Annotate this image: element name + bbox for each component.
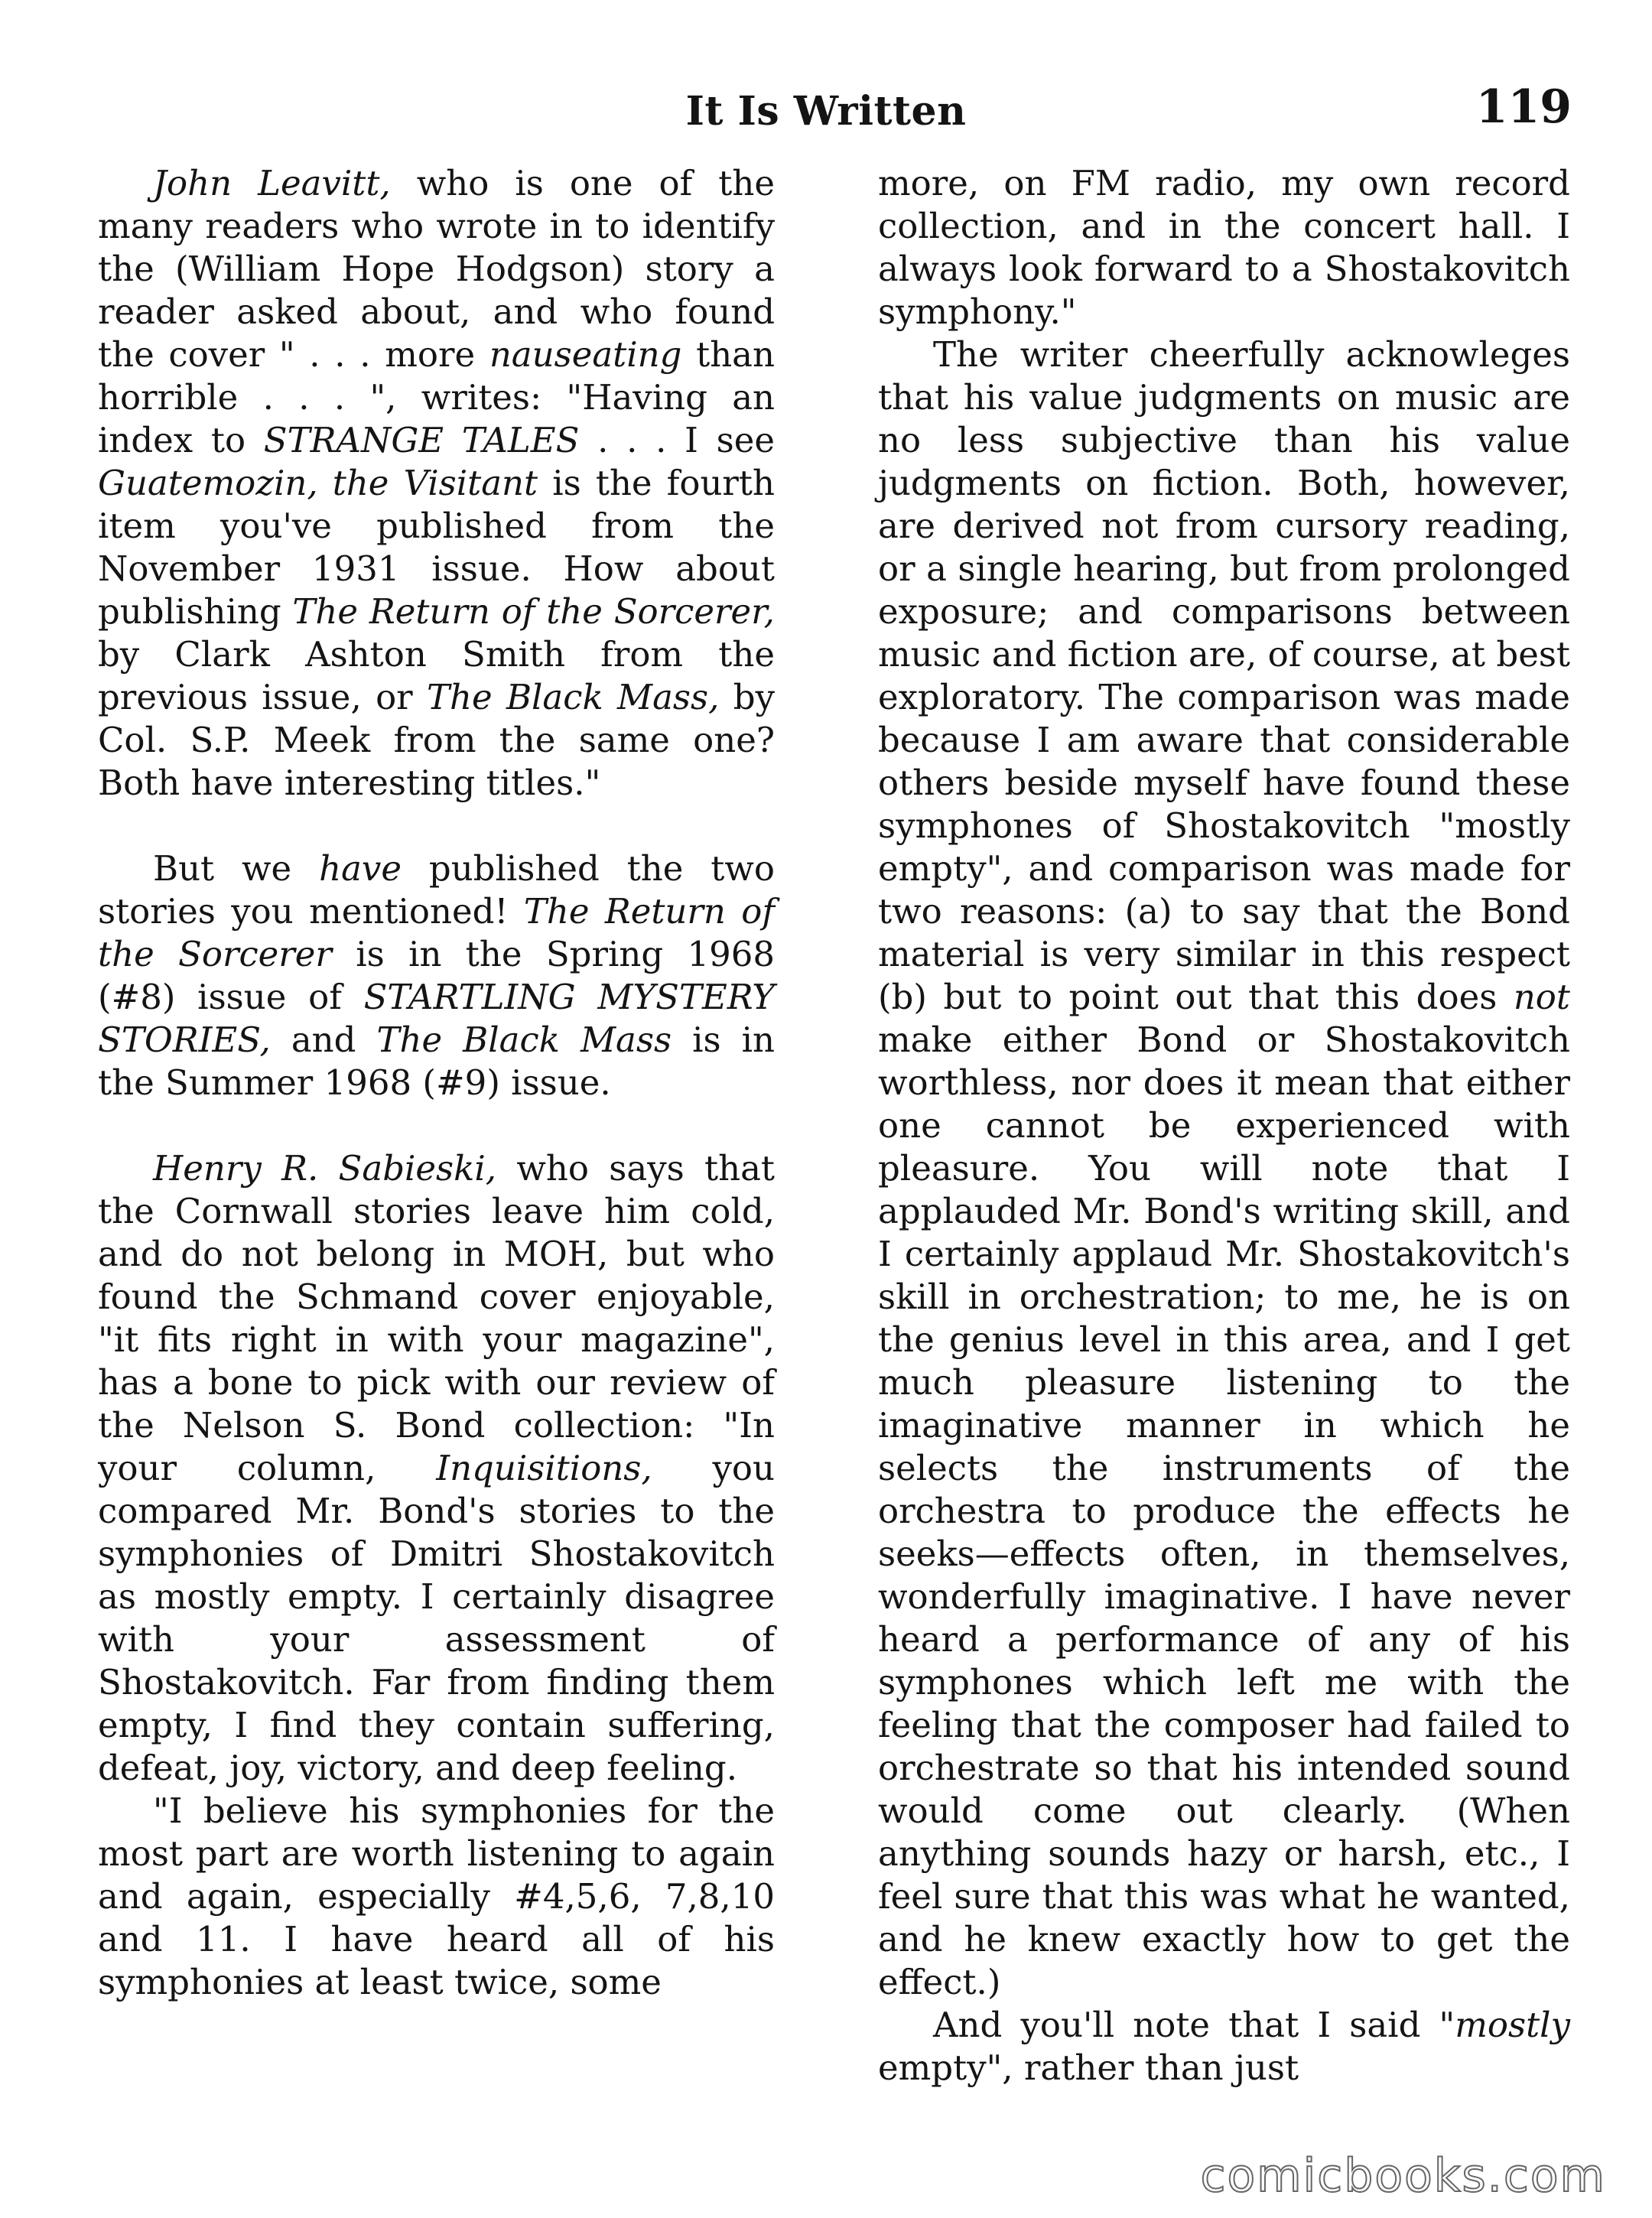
- text-run: who is one of the many readers who wrote in to identify the (William Hope Hodgson) story a reader asked about, and who found the cover " . . . more: [98, 163, 775, 375]
- page-number: 119: [1475, 80, 1572, 134]
- text-run: "I believe his symphonies for the most part are worth listening to again and again, especially #4,5,6, 7,8,10 and 11. I have heard all of his symphonies at least twice, some: [98, 1790, 775, 2002]
- text-run: published the two stories you mentioned!: [98, 848, 775, 932]
- letter-sabieski-end: [878, 162, 1570, 333]
- text-run: is in the Spring 1968 (#8) issue of: [98, 934, 775, 1017]
- emphasis: have: [319, 848, 402, 889]
- letter-writer-name: Henry R. Sabieski,: [153, 1148, 497, 1189]
- editor-reply: [98, 847, 775, 1104]
- text-run: is in the Summer 1968 (#9) issue.: [98, 1020, 775, 1103]
- emphasis: "mostly: [1439, 2005, 1570, 2045]
- text-run: who says that the Cornwall stories leave him cold, and do not belong in MOH, but who found the Schmand cover enjoyable, "it fits right in with your magazine", has a bone to pick with our review of the Nelson S. Bond collection: "In your column,: [98, 1148, 775, 1488]
- letter-writer-name: John Leavitt,: [153, 163, 391, 203]
- editor-response-continued: [878, 2004, 1570, 2090]
- text-run: more, on FM radio, my own record collection, and in the concert hall. I always look forward to a Shostakovitch symphony.": [878, 163, 1570, 332]
- magazine-title: STARTLING MYSTERY STORIES,: [98, 977, 775, 1060]
- right-column: [878, 162, 1570, 2090]
- text-run: by Clark Ashton Smith from the previous issue, or: [98, 634, 775, 717]
- watermark: comicbooks.com: [1200, 2149, 1606, 2203]
- page-header: [0, 80, 1652, 149]
- text-run: But we: [153, 848, 320, 889]
- text-run: The writer cheerfully acknowleges that his value judgments on music are no less subjective than his value judgments on fiction. Both, however, are derived not from cursory reading, or a single hearing, but from prolonged exposure; and comparisons between music and fiction are, of course, at best exploratory. The comparison was made because I am aware that considerable others beside myself have found these symphones of Shostakovitch "mostly empty", and comparison was made for two reasons: (a) to say that the Bond material is very similar in this respect (b) but to point out that this does: [878, 334, 1570, 1017]
- text-run: than horrible . . . ", writes: "Having an index to: [98, 334, 775, 460]
- left-column: [98, 162, 775, 2004]
- text-run: you compared Mr. Bond's stories to the symphonies of Dmitri Shostakovitch as mostly empty. I certainly disagree with your assessment of Shostakovitch. Far from finding them empty, I find they contain suffering, defeat, joy, victory, and deep feeling.: [98, 1448, 775, 1788]
- text-run: And you'll note that I said: [933, 2005, 1439, 2045]
- text-run: is the fourth item you've published from the November 1931 issue. How about publishing: [98, 463, 775, 632]
- text-run: . . . I see: [579, 420, 775, 460]
- story-title: Guatemozin, the Visitant: [98, 463, 538, 503]
- column-title: Inquisitions,: [436, 1448, 652, 1488]
- emphasis: not: [1513, 977, 1570, 1017]
- letter-sabieski: [98, 1147, 775, 1790]
- story-title: The Black Mass: [376, 1020, 672, 1060]
- text-run: empty", rather than just: [878, 2047, 1299, 2088]
- story-title: The Black Mass,: [427, 677, 720, 717]
- letter-sabieski-continued: [98, 1790, 775, 2004]
- magazine-title: STRANGE TALES: [263, 420, 580, 460]
- emphasis: nauseating: [489, 334, 682, 375]
- editor-response: [878, 333, 1570, 2004]
- story-title: The Return of the Sorcerer: [98, 891, 775, 974]
- text-run: and: [270, 1020, 377, 1060]
- text-run: make either Bond or Shostakovitch worthless, nor does it mean that either one cannot be experienced with pleasure. You will note that I applauded Mr. Bond's writing skill, and I certainly applaud Mr. Shostakovitch's skill in orchestration; to me, he is on the genius level in this area, and I get much pleasure listening to the imaginative manner in which he selects the instruments of the orchestra to produce the effects he seeks—effects often, in themselves, wonderfully imaginative. I have never heard a performance of any of his symphones which left me with the feeling that the composer had failed to orchestrate so that his intended sound would come out clearly. (When anything sounds hazy or harsh, etc., I feel sure that this was what he wanted, and he knew exactly how to get the effect.): [878, 1020, 1570, 2002]
- story-title: The Return of the Sorcerer,: [292, 591, 775, 632]
- running-head: It Is Written: [685, 88, 967, 135]
- text-run: by Col. S.P. Meek from the same one? Both have interesting titles.": [98, 677, 775, 803]
- letter-leavitt: [98, 162, 775, 805]
